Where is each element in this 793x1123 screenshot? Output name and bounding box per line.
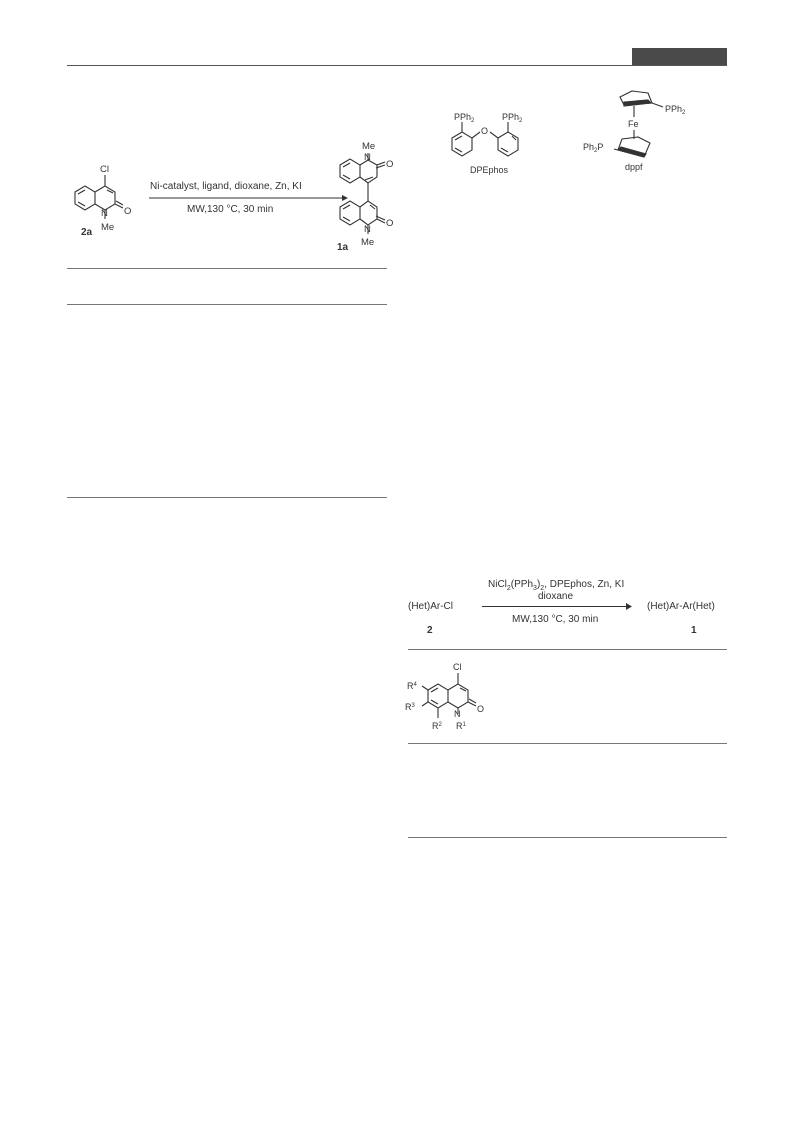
table1-top-rule xyxy=(67,268,387,269)
atom-cl: Cl xyxy=(100,164,109,175)
scheme1-diagram xyxy=(55,135,395,265)
scheme2-arrowhead xyxy=(626,603,634,610)
table1-bottom-rule xyxy=(67,497,387,498)
dpephos-name: DPEphos xyxy=(470,165,509,175)
scheme2-arrow xyxy=(482,606,630,607)
scheme1-conditions-bottom: MW,130 °C, 30 min xyxy=(187,204,274,215)
scheme2-product: (Het)Ar-Ar(Het) xyxy=(647,601,715,612)
dppf-name: dppf xyxy=(625,162,643,172)
table2-header-rule xyxy=(408,743,727,744)
table2-bottom-rule xyxy=(408,837,727,838)
atom-me-top: Me xyxy=(362,141,376,152)
table1-header-rule xyxy=(67,304,387,305)
dppf-structure xyxy=(580,85,710,180)
atom-o: O xyxy=(124,206,132,217)
generic-n: N xyxy=(454,709,461,719)
scheme2-conditions-line1: $NiCl_2(PPh_3)_2$, DPEphos, Zn, KI xyxy=(488,579,625,592)
generic-r3: $R^3$ xyxy=(405,702,415,712)
atom-n: N xyxy=(101,208,108,219)
header-tab xyxy=(632,48,727,65)
dpephos-pph2-left: PPh$_2$ xyxy=(454,112,475,124)
scheme2-product-label: 1 xyxy=(691,625,697,636)
dpephos-pph2-right: PPh$_2$ xyxy=(502,112,523,124)
dpephos-structure xyxy=(440,105,540,180)
scheme2-conditions-line3: MW,130 °C, 30 min xyxy=(512,614,599,625)
generic-quinolinone-structure xyxy=(400,658,510,740)
generic-r2: $R^2$ xyxy=(432,721,442,731)
compound-label-1a: 1a xyxy=(337,242,349,253)
atom-n-bottom: N xyxy=(364,224,371,235)
generic-r1: $R^1$ xyxy=(456,721,466,731)
dppf-fe: Fe xyxy=(628,119,639,129)
scheme2-reactant-label: 2 xyxy=(427,625,433,636)
dppf-pph2: PPh$_2$ xyxy=(665,104,686,116)
compound-label-2a: 2a xyxy=(81,227,93,238)
generic-o: O xyxy=(477,704,485,714)
atom-o-top: O xyxy=(386,159,394,170)
atom-n-top: N xyxy=(364,152,371,163)
dppf-ph2p: $Ph_2P$ xyxy=(583,142,604,154)
scheme2-conditions-line2: dioxane xyxy=(538,591,574,602)
scheme2-reactant: (Het)Ar-Cl xyxy=(408,601,453,612)
scheme1-conditions-top: Ni-catalyst, ligand, dioxane, Zn, KI xyxy=(150,181,302,192)
atom-me-bottom: Me xyxy=(361,237,375,248)
dpephos-o: O xyxy=(481,126,489,136)
header-rule xyxy=(67,65,727,66)
generic-r4: $R^4$ xyxy=(407,681,417,691)
table2-top-rule xyxy=(408,649,727,650)
atom-me: Me xyxy=(101,222,115,233)
atom-o-bottom: O xyxy=(386,218,394,229)
generic-cl: Cl xyxy=(453,662,462,672)
